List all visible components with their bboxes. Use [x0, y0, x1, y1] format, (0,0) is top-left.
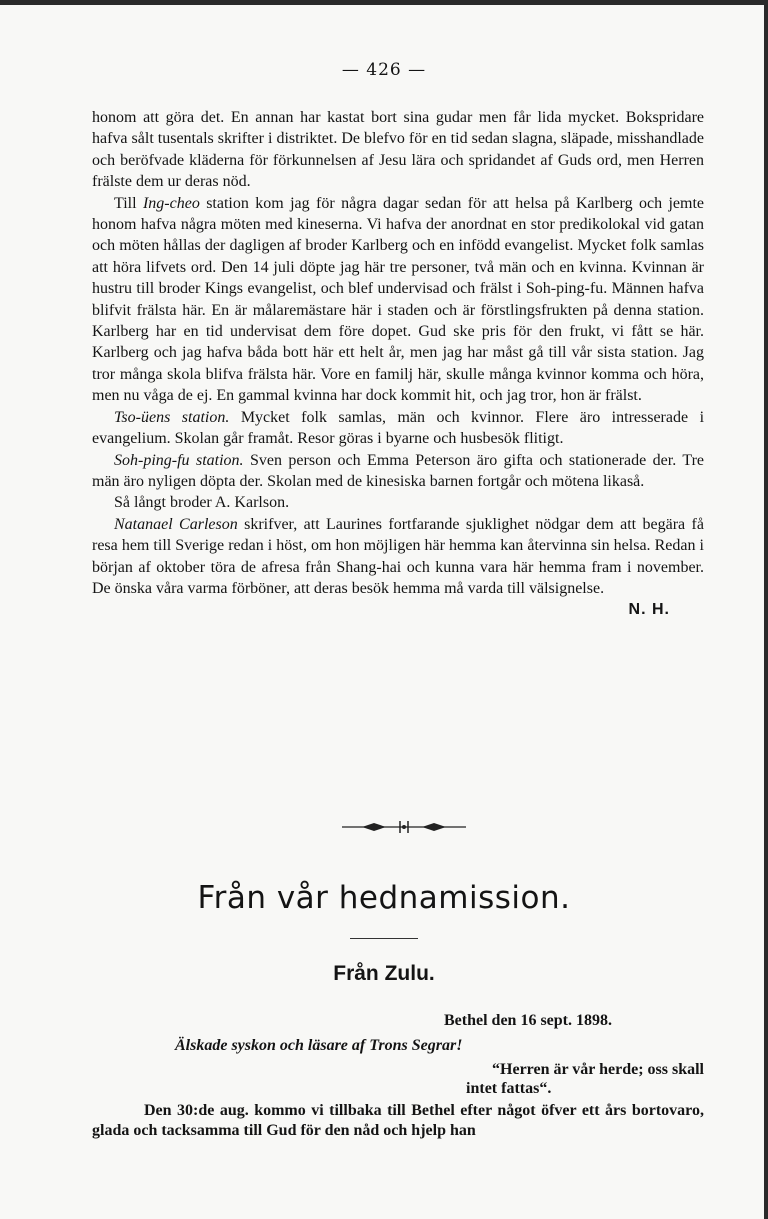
motto	[398, 1060, 704, 1098]
section-title: Från vår hednamission.	[197, 880, 571, 916]
subsection-title: Från Zulu.	[333, 962, 435, 985]
paragraph	[92, 492, 704, 513]
title-rule	[350, 938, 418, 939]
paragraph	[92, 193, 704, 407]
paragraph	[92, 514, 704, 600]
salutation: Älskade syskon och läsare af Trons Segrar!	[175, 1037, 463, 1054]
text-run: station kom jag för några dagar sedan för att helsa på Karlberg och jemte honom hafva några möten med kineserna. Vi hafva der anordnat en stor predikolokal vid gatan och möten hållas der dagligen af broder Karlberg och en infödd evangelist. Mycket folk samlas att höra lifvets ord. Den 14 juli döpte jag här tre personer, två män och en kvinna. Kvinnan är hustru till broder Kings evangelist, och blef undervisad och frälst i Soh-ping-fu. Männen hafva blifvit frälsta här. En är målaremästare här i staden och är förstlingsfrukten på denna station. Karlberg har en tid undervisat dem före dopet. Gud ske pris för den frukt, vi fått se här. Karlberg och jag hafva båda bott här ett helt år, men jag har måst gå till vår sista station. Jag tror många skola blifva frälsta här. Vore en familj här, skulle många kvinnor komma och höra, men nu våga de ej. En gammal kvinna har dock kommit hit, och jag tror, hon är frälst.	[92, 194, 705, 405]
page-number: — 426 —	[341, 60, 427, 80]
paragraph	[92, 407, 704, 450]
text-run: honom att göra det. En annan har kastat bort sina gudar men får lida mycket. Bokspridare hafva sålt tusentals skrifter i distriktet. De blefvo för en tid sedan slagna, släpade, misshandlade och beröfvade kläderna för förkunnelsen af Jesu lära och spridandet af Guds ord, men Herren frälste dem ur deras nöd.	[92, 109, 704, 191]
letter-paragraph: Den 30:de aug. kommo vi tillbaka till Bethel efter något öfver ett års bortovaro, glada och tacksamma till Gud för den nåd och hjelp han	[92, 1102, 704, 1139]
article-body	[92, 107, 704, 621]
motto-line: intet fattas“.	[466, 1080, 552, 1097]
dateline: Bethel den 16 sept. 1898.	[444, 1012, 612, 1029]
text-run: Mycket folk samlas, män och kvinnor. Flere äro intresserade i evangelium. Skolan går framåt. Resor göras i byarne och husbesök flitigt.	[92, 408, 705, 448]
italic-phrase: Natanael Carleson	[114, 515, 238, 533]
signature: N. H.	[628, 601, 670, 619]
scan-edge-right	[764, 0, 768, 1219]
italic-phrase: Ing-cheo	[142, 194, 200, 212]
letter-body	[92, 1101, 704, 1141]
ornament-divider	[334, 820, 474, 834]
text-run: Sven person och Emma Peterson äro gifta och stationerade der. Tre män äro nyligen döpta der. Skolan med de kinesiska barnen fortgår och mötena likaså.	[92, 451, 705, 490]
paragraph	[92, 450, 704, 493]
italic-phrase: Tso-üens station.	[114, 408, 230, 426]
text-run: Till	[114, 194, 143, 212]
paragraph	[92, 107, 704, 193]
text-run: skrifver, att Laurines fortfarande sjuklighet nödgar dem att begära få resa hem till Sverige redan i höst, om hon möjligen här hemma kan återvinna sin helsa. Redan i början af oktober töra de afresa från Shang-hai och kunna vara här hemma fram i november. De önska våra varma förböner, att deras besök hemma må varda till välsignelse.	[92, 515, 704, 597]
scan-edge-top	[0, 0, 768, 5]
motto-line: “Herren är vår herde; oss skall	[492, 1061, 704, 1078]
text-run: Så långt broder A. Karlson.	[114, 494, 290, 512]
italic-phrase: Soh-ping-fu station.	[114, 451, 244, 469]
